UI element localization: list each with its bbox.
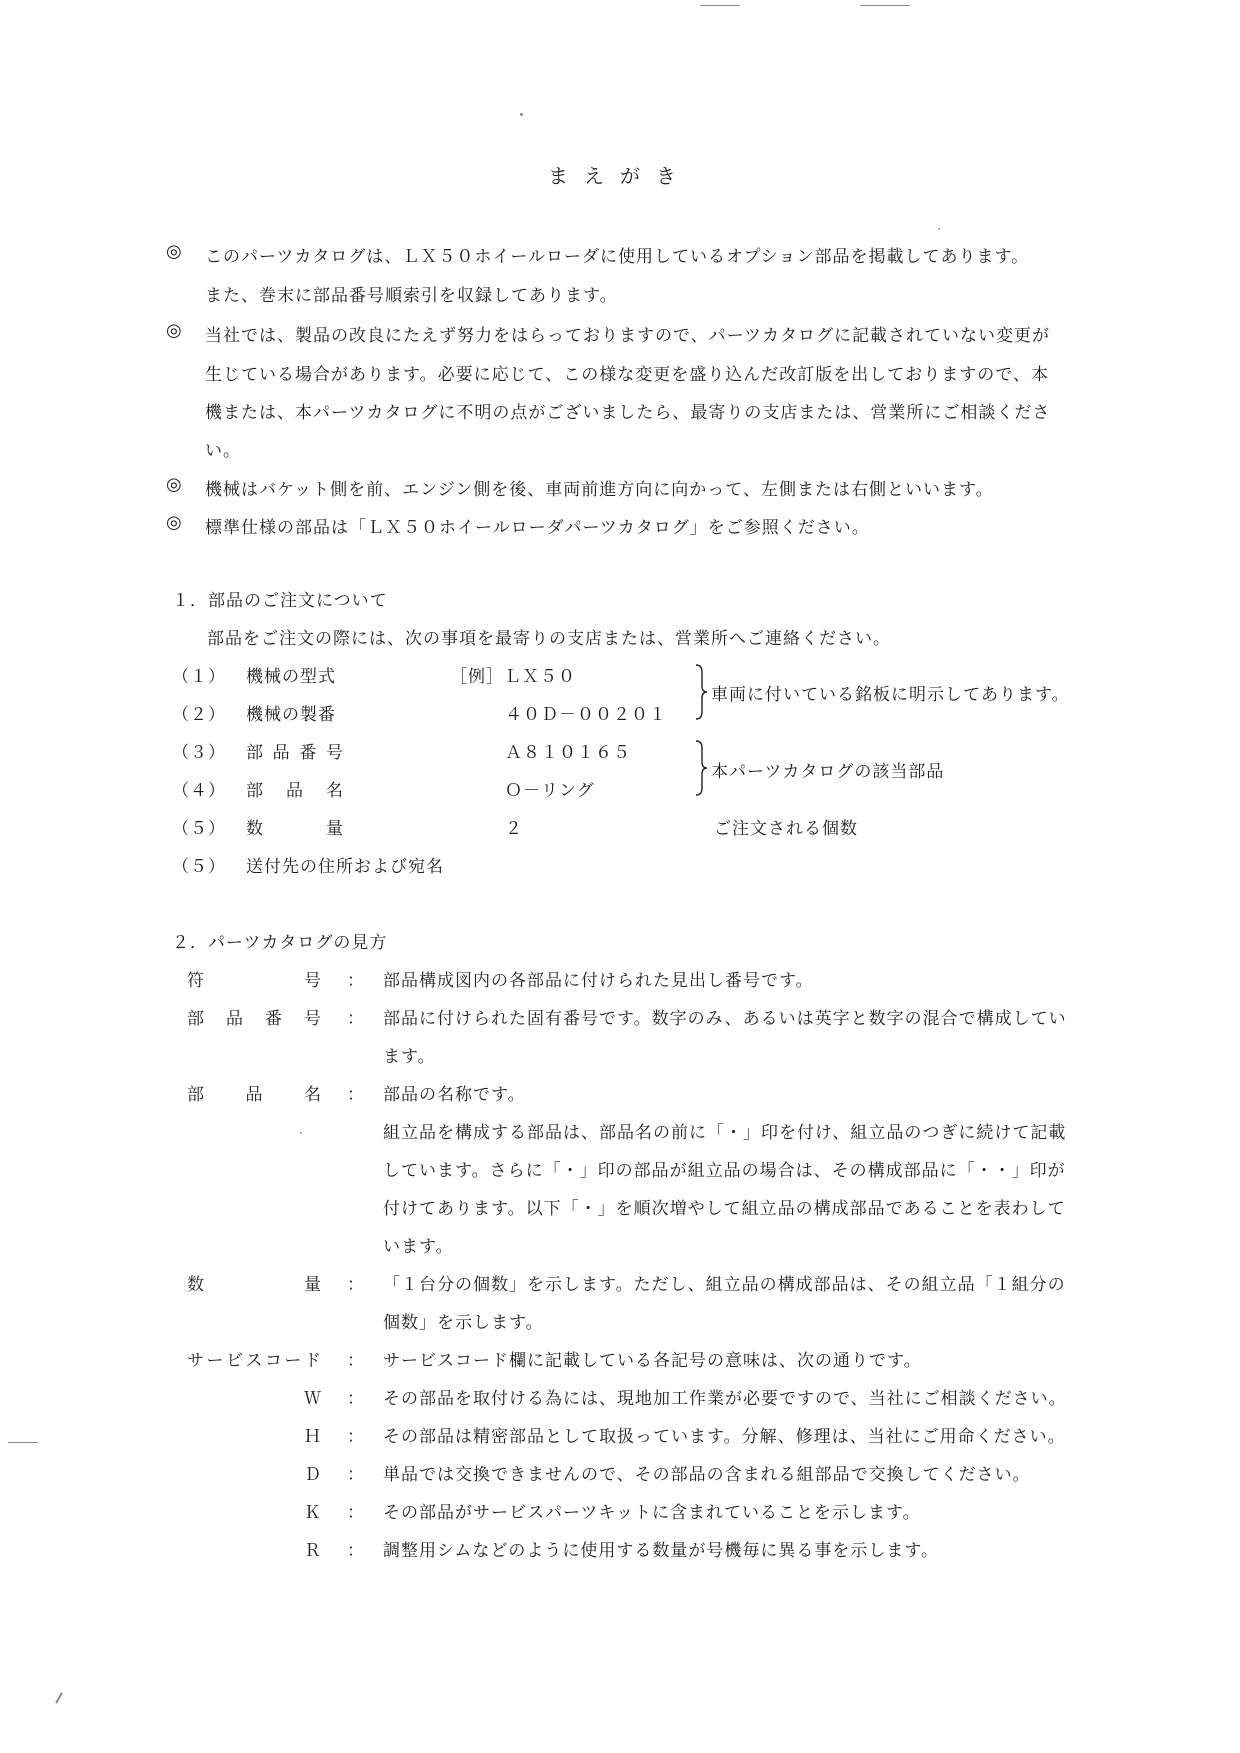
term-separator: ： — [347, 1275, 365, 1295]
order-item-number: （２） — [172, 705, 226, 725]
section-heading: ２．パーツカタログの見方 — [172, 933, 388, 953]
term-label: 部品番号 — [187, 1009, 322, 1029]
scan-speck — [520, 113, 523, 116]
intro-line: 当社では、製品の改良にたえず努力をはらっておりますので、パーツカタログに記載されていない変更が — [205, 326, 1050, 346]
service-code-description: その部品は精密部品として取扱っています。分解、修理は、当社にご用命ください。 — [383, 1427, 1066, 1447]
service-code: Ｄ — [304, 1465, 322, 1485]
intro-line: 生じている場合があります。必要に応じて、この様な変更を盛り込んだ改訂版を出しておりますので、本 — [205, 365, 1049, 385]
term-separator: ： — [347, 1503, 365, 1523]
term-description: います。 — [383, 1237, 454, 1257]
order-item-number: （５） — [172, 857, 226, 877]
service-code: Ｒ — [304, 1541, 322, 1561]
term-separator: ： — [347, 1351, 365, 1371]
term-description: ます。 — [383, 1047, 436, 1067]
scan-speck — [55, 1692, 63, 1703]
intro-line: い。 — [205, 441, 241, 461]
term-separator: ： — [347, 1389, 365, 1409]
order-item-value: ［例］ＬＸ５０ — [450, 667, 576, 687]
service-code: Ｋ — [304, 1503, 322, 1523]
term-separator: ： — [347, 1465, 365, 1485]
term-description: 組立品を構成する部品は、部品名の前に「・」印を付け、組立品のつぎに続けて記載 — [383, 1123, 1067, 1143]
order-item-number: （５） — [172, 819, 226, 839]
term-separator: ： — [347, 1541, 365, 1561]
order-item-value: Ｏ－リング — [505, 781, 595, 801]
section-heading: １．部品のご注文について — [172, 591, 388, 611]
term-description: 「１台分の個数」を示します。ただし、組立品の構成部品は、その組立品「１組分の — [383, 1275, 1066, 1295]
order-item-label: 部品番号 — [246, 743, 344, 763]
term-description: サービスコード欄に記載している各記号の意味は、次の通りです。 — [383, 1351, 922, 1371]
brace-catalog-icon — [694, 740, 708, 796]
bullet-mark: ◎ — [166, 320, 183, 341]
bullet-mark: ◎ — [166, 241, 183, 262]
order-item-label: 部品名 — [246, 781, 344, 801]
service-code-description: 単品では交換できませんので、その部品の含まれる組部品で交換してください。 — [383, 1465, 1031, 1485]
order-item-value: ２ — [505, 819, 523, 839]
term-separator: ： — [347, 971, 365, 991]
term-label: 数量 — [187, 1275, 322, 1295]
order-item-value: Ａ８１０１６５ — [505, 743, 631, 763]
order-item-label: 機械の型式 — [246, 667, 336, 687]
bullet-mark: ◎ — [166, 474, 183, 495]
order-item-label: 機械の製番 — [246, 705, 336, 725]
term-label: 部品名 — [187, 1085, 322, 1105]
scan-speck — [700, 5, 740, 6]
intro-line: また、巻末に部品番号順索引を収録してあります。 — [205, 286, 618, 306]
term-separator: ： — [347, 1427, 365, 1447]
bullet-mark: ◎ — [166, 512, 183, 533]
order-item-number: （１） — [172, 667, 226, 687]
catalog-part-note: 本パーツカタログの該当部品 — [711, 762, 945, 782]
term-description: 部品の名称です。 — [383, 1085, 526, 1105]
intro-line: 機または、本パーツカタログに不明の点がございましたら、最寄りの支店または、営業所にご相談くださ — [205, 403, 1051, 423]
vehicle-plate-note: 車両に付いている銘板に明示してあります。 — [711, 685, 1070, 705]
intro-line: 機械はバケット側を前、エンジン側を後、車両前進方向に向かって、左側または右側といいます。 — [205, 480, 994, 500]
intro-line: 標準仕様の部品は「ＬＸ５０ホイールローダパーツカタログ」をご参照ください。 — [205, 518, 870, 538]
service-code-description: その部品を取付ける為には、現地加工作業が必要ですので、当社にご相談ください。 — [383, 1389, 1067, 1409]
brace-vehicle-icon — [694, 664, 708, 720]
service-code-description: その部品がサービスパーツキットに含まれていることを示します。 — [383, 1503, 921, 1523]
order-item-number: （３） — [172, 743, 226, 763]
term-label: サービスコード — [187, 1351, 322, 1371]
scan-speck — [8, 1442, 38, 1443]
term-description: 部品に付けられた固有番号です。数字のみ、あるいは英字と数字の混合で構成してい — [383, 1009, 1067, 1029]
service-code-description: 調整用シムなどのように使用する数量が号機毎に異る事を示します。 — [383, 1541, 939, 1561]
term-description: しています。さらに「・」印の部品が組立品の場合は、その構成部品に「・・」印が — [383, 1161, 1066, 1181]
scan-speck — [938, 228, 940, 230]
intro-line: このパーツカタログは、ＬＸ５０ホイールローダに使用しているオプション部品を掲載してあります。 — [205, 247, 1030, 267]
scan-speck — [860, 5, 910, 6]
order-item-number: （４） — [172, 781, 226, 801]
page-title: まえがき — [548, 164, 692, 188]
scan-speck — [300, 1132, 302, 1134]
term-label: 符号 — [187, 971, 322, 991]
order-item-label: 送付先の住所および宛名 — [246, 857, 444, 877]
quantity-note: ご注文される個数 — [714, 819, 858, 839]
term-description: 付けてあります。以下「・」を順次増やして組立品の構成部品であることを表わして — [383, 1199, 1066, 1219]
service-code: Ｈ — [304, 1427, 322, 1447]
order-item-label: 数量 — [246, 819, 344, 839]
term-description: 個数」を示します。 — [383, 1313, 544, 1333]
section-lead: 部品をご注文の際には、次の事項を最寄りの支店または、営業所へご連絡ください。 — [207, 629, 891, 649]
term-separator: ： — [347, 1009, 365, 1029]
term-separator: ： — [347, 1085, 365, 1105]
order-item-value: ４０Ｄ－００２０１ — [505, 705, 667, 725]
term-description: 部品構成図内の各部品に付けられた見出し番号です。 — [383, 971, 814, 991]
service-code: Ｗ — [304, 1389, 322, 1409]
